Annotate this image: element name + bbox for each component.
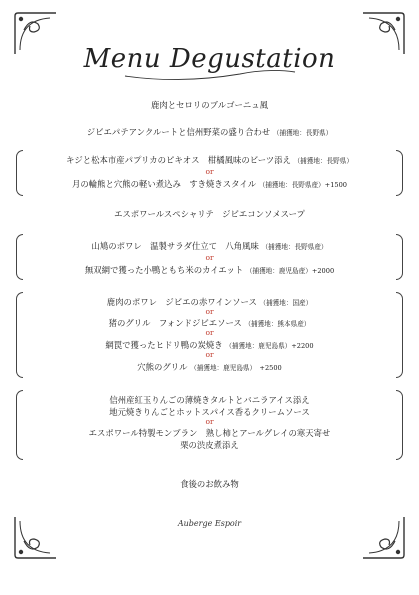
dish-text: 無双網で獲った小鴨ともち米のカイエット <box>84 265 244 275</box>
dish-text: 地元焼きりんごとホットスパイス香るクリームソース <box>109 407 310 417</box>
dish-text: 穴熊のグリル <box>137 362 188 372</box>
dish-note: （捕獲地：熊本県産） <box>244 320 311 328</box>
dish-text: 月の輪熊と穴熊の軽い煮込み すき焼きスタイル <box>71 179 257 189</box>
course-line: 鹿肉とセロリのブルゴーニュ風 <box>151 100 268 110</box>
dish-text: 網罠で獲ったヒドリ鴨の炭焼き <box>105 340 223 350</box>
dish-text: 信州産紅玉りんごの薄焼きタルトとバニラアイス添え <box>109 395 310 405</box>
title-swash-icon <box>120 62 300 82</box>
course-line: 食後のお飲み物 <box>180 479 239 489</box>
course-line: ジビエパテアンクルートと信州野菜の盛り合わせ （捕獲地：長野県） <box>86 127 333 137</box>
dish-note: （捕獲地：長野県） <box>293 157 353 165</box>
or-separator: or <box>205 417 214 426</box>
or-separator: or <box>205 167 214 176</box>
restaurant-signature: Auberge Espoir <box>177 519 242 528</box>
course-group <box>0 390 419 460</box>
dish-text: 栗の渋皮煮添え <box>180 440 239 450</box>
course-group <box>0 150 419 196</box>
dish-text: 山鳩のポワレ 温製サラダ仕立て 八角風味 <box>91 241 259 251</box>
menu-title: Menu Degustation <box>83 44 336 74</box>
dish-note: （捕獲地：長野県産）+1500 <box>258 181 347 189</box>
dish-text: 鹿肉のポワレ ジビエの赤ワインソース <box>106 297 257 307</box>
dish-note: （捕獲地：国産） <box>259 299 313 307</box>
dish-note: （捕獲地：長野県産） <box>261 243 328 251</box>
course-group <box>0 292 419 378</box>
dish-note: （捕獲地：鹿児島県） +2500 <box>190 364 282 372</box>
dish-note: （捕獲地：鹿児島県）+2200 <box>225 342 314 350</box>
or-separator: or <box>205 350 214 359</box>
or-separator: or <box>205 307 214 316</box>
dish-note: （捕獲地：鹿児島産）+2000 <box>245 267 335 275</box>
dish-text: エスポワール特製モンブラン 熟し柿とアールグレイの寒天寄せ <box>88 428 331 438</box>
dish-text: キジと松本市産パプリカのピキオス 柑橘風味のビーツ添え <box>66 155 291 165</box>
or-separator: or <box>205 328 214 337</box>
course-line: エスポワールスペシャリテ ジビエコンソメスープ <box>114 209 305 219</box>
course-group <box>0 234 419 280</box>
or-separator: or <box>205 253 214 262</box>
dish-text: 猪のグリル フォンドジビエソース <box>108 318 242 328</box>
